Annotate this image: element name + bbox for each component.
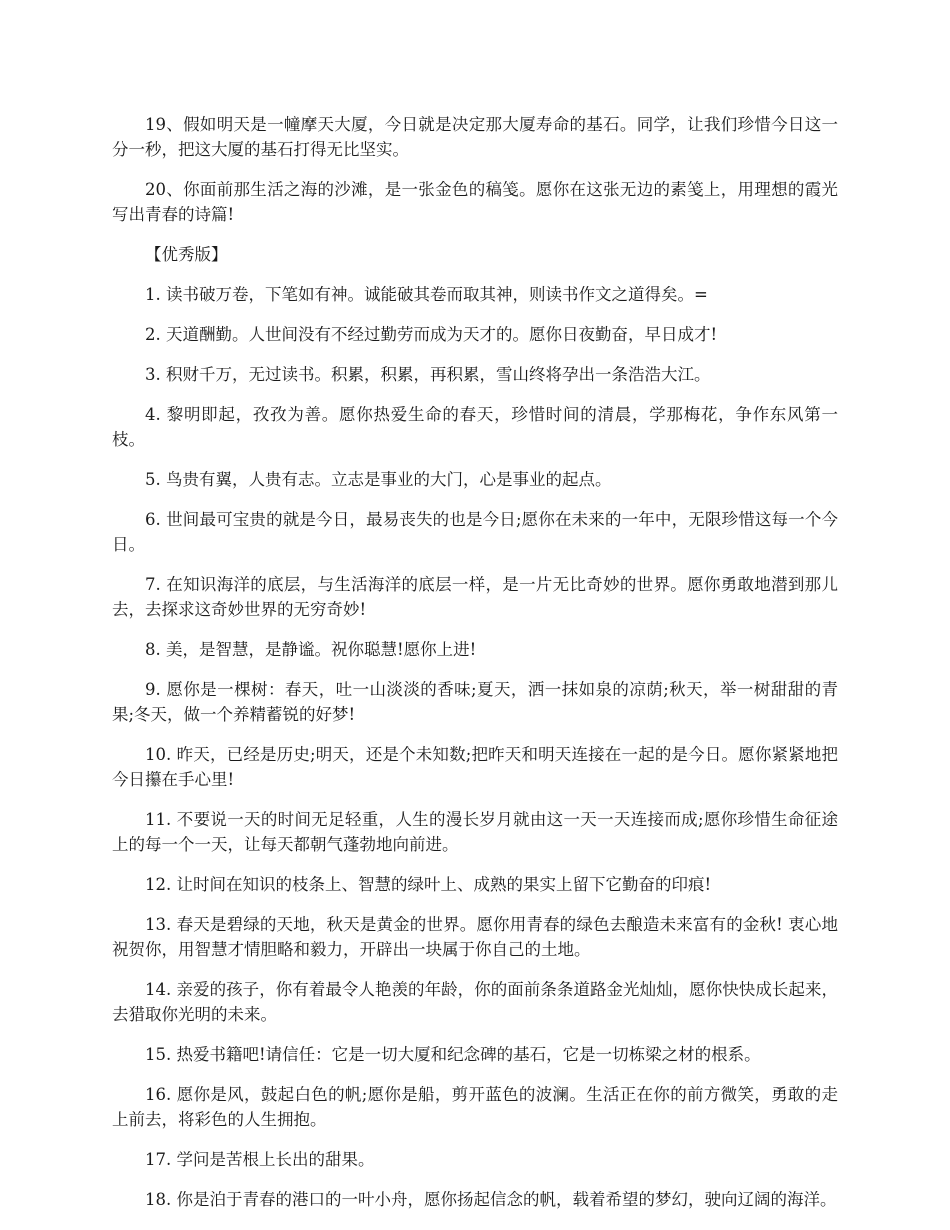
list-item-11: 11. 不要说一天的时间无足轻重，人生的漫长岁月就由这一天一天连接而成;愿你珍惜生命征途上的每一个一天，让每天都朝气蓬勃地向前进。 bbox=[112, 810, 838, 854]
list-item-14: 14. 亲爱的孩子，你有着最令人艳羡的年龄，你的面前条条道路金光灿灿，愿你快快成长起来，去猎取你光明的未来。 bbox=[112, 980, 838, 1024]
list-item-4: 4. 黎明即起，孜孜为善。愿你热爱生命的春天，珍惜时间的清晨，学那梅花，争作东风第一枝。 bbox=[112, 405, 838, 449]
list-item-16: 16. 愿你是风，鼓起白色的帆;愿你是船，剪开蓝色的波澜。生活正在你的前方微笑，勇敢的走上前去，将彩色的人生拥抱。 bbox=[112, 1085, 838, 1129]
list-item-9: 9. 愿你是一棵树：春天，吐一山淡淡的香味;夏天，洒一抹如泉的凉荫;秋天，举一树甜甜的青果;冬天，做一个养精蓄锐的好梦! bbox=[112, 680, 838, 724]
list-item-2: 2. 天道酬勤。人世间没有不经过勤劳而成为天才的。愿你日夜勤奋，早日成才! bbox=[145, 325, 718, 344]
intro-paragraph-19: 19、假如明天是一幢摩天大厦，今日就是决定那大厦寿命的基石。同学，让我们珍惜今日这一分一秒，把这大厦的基石打得无比坚实。 bbox=[112, 115, 838, 159]
section-title: 【优秀版】 bbox=[145, 245, 228, 264]
list-item-1: 1. 读书破万卷，下笔如有神。诚能破其卷而取其神，则读书作文之道得矣。= bbox=[145, 285, 708, 304]
list-item-12: 12. 让时间在知识的枝条上、智慧的绿叶上、成熟的果实上留下它勤奋的印痕! bbox=[145, 875, 712, 894]
list-item-8: 8. 美，是智慧，是静谧。祝你聪慧!愿你上进! bbox=[145, 640, 477, 659]
list-item-6: 6. 世间最可宝贵的就是今日，最易丧失的也是今日;愿你在未来的一年中，无限珍惜这每一个今日。 bbox=[112, 510, 838, 554]
list-item-5: 5. 鸟贵有翼，人贵有志。立志是事业的大门，心是事业的起点。 bbox=[145, 470, 612, 489]
document-page bbox=[112, 112, 838, 1227]
list-item-3: 3. 积财千万，无过读书。积累，积累，再积累，雪山终将孕出一条浩浩大江。 bbox=[145, 365, 711, 384]
list-item-13: 13. 春天是碧绿的天地，秋天是黄金的世界。愿你用青春的绿色去酿造未来富有的金秋! 衷心地祝贺你，用智慧才情胆略和毅力，开辟出一块属于你自己的土地。 bbox=[112, 915, 838, 959]
intro-paragraph-20: 20、你面前那生活之海的沙滩，是一张金色的稿笺。愿你在这张无边的素笺上，用理想的霞光写出青春的诗篇! bbox=[112, 180, 838, 224]
list-item-10: 10. 昨天，已经是历史;明天，还是个未知数;把昨天和明天连接在一起的是今日。愿你紧紧地把今日攥在手心里! bbox=[112, 745, 838, 789]
list-item-7: 7. 在知识海洋的底层，与生活海洋的底层一样，是一片无比奇妙的世界。愿你勇敢地潜到那儿去，去探求这奇妙世界的无穷奇妙! bbox=[112, 575, 838, 619]
list-item-17: 17. 学问是苦根上长出的甜果。 bbox=[145, 1150, 375, 1169]
list-item-15: 15. 热爱书籍吧!请信任：它是一切大厦和纪念碑的基石，它是一切栋梁之材的根系。 bbox=[145, 1045, 761, 1064]
list-item-18: 18. 你是泊于青春的港口的一叶小舟，愿你扬起信念的帆，载着希望的梦幻，驶向辽阔的海洋。 bbox=[145, 1190, 837, 1209]
